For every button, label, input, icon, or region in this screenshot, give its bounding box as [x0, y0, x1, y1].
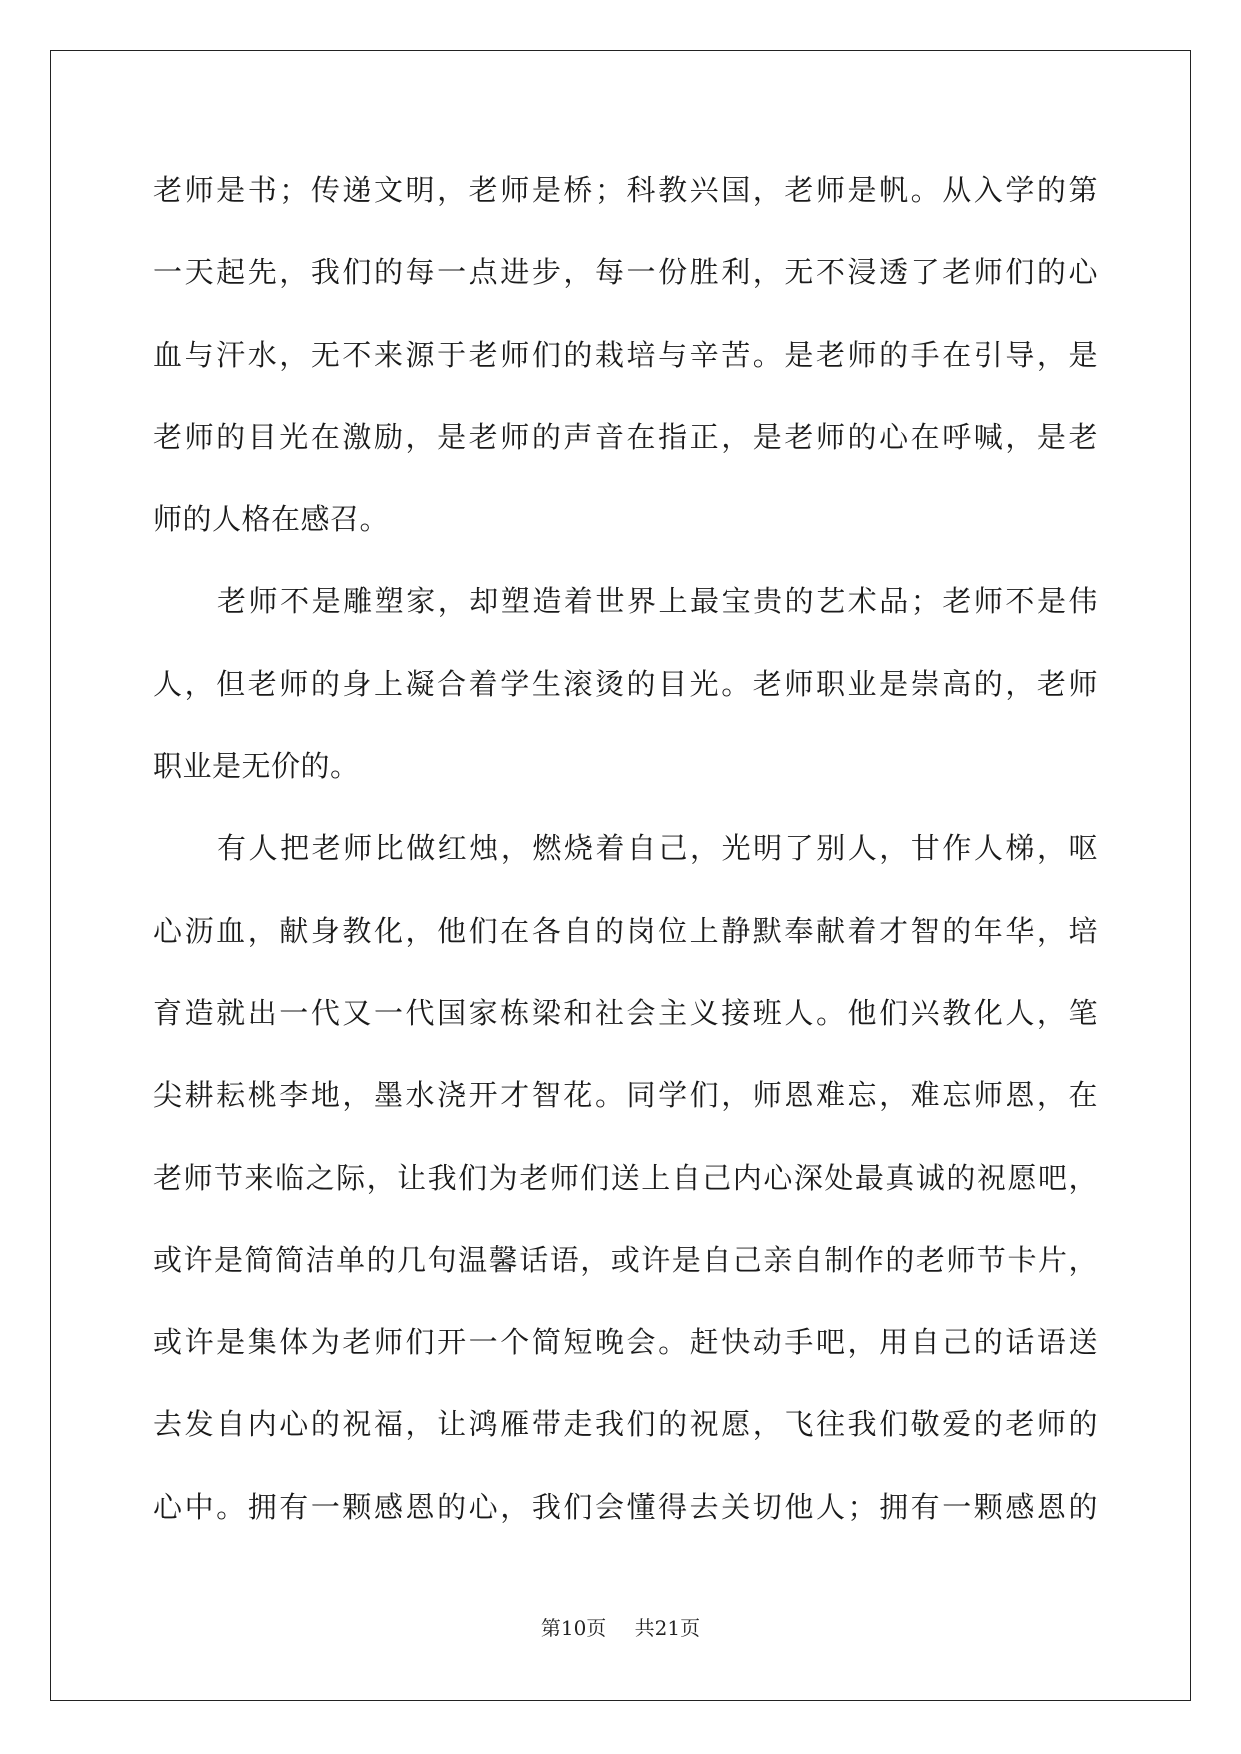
text-line: 有人把老师比做红烛，燃烧着自己，光明了别人，甘作人梯，呕 — [217, 831, 1098, 866]
total-pages: 共21页 — [634, 1616, 701, 1640]
text-line: 尖耕耘桃李地，墨水浇开才智花。同学们，师恩难忘，难忘师恩，在 — [153, 1078, 1098, 1113]
current-page-number: 第10页 — [540, 1616, 607, 1640]
document-body — [153, 160, 1098, 1559]
text-line: 心沥血，献身教化，他们在各自的岗位上静默奉献着才智的年华，培 — [153, 913, 1098, 948]
text-line: 育造就出一代又一代国家栋梁和社会主义接班人。他们兴教化人，笔 — [153, 995, 1098, 1030]
text-line: 心中。拥有一颗感恩的心，我们会懂得去关切他人；拥有一颗感恩的 — [153, 1489, 1098, 1524]
text-line: 一天起先，我们的每一点进步，每一份胜利，无不浸透了老师们的心 — [153, 255, 1098, 290]
text-line: 老师节来临之际，让我们为老师们送上自己内心深处最真诚的祝愿吧， — [153, 1160, 1098, 1195]
text-line: 老师是书；传递文明，老师是桥；科教兴国，老师是帆。从入学的第 — [153, 173, 1098, 207]
text-line: 老师不是雕塑家，却塑造着世界上最宝贵的艺术品；老师不是伟 — [217, 584, 1098, 619]
text-line: 或许是集体为老师们开一个简短晚会。赶快动手吧，用自己的话语送 — [153, 1325, 1098, 1360]
text-line: 或许是简简洁单的几句温馨话语，或许是自己亲自制作的老师节卡片， — [153, 1242, 1098, 1277]
text-line: 师的人格在感召。 — [153, 502, 390, 537]
text-line: 职业是无价的。 — [153, 749, 360, 784]
text-line: 去发自内心的祝福，让鸿雁带走我们的祝愿，飞往我们敬爱的老师的 — [153, 1407, 1098, 1442]
text-line: 人，但老师的身上凝合着学生滚烫的目光。老师职业是崇高的，老师 — [153, 666, 1098, 701]
text-line: 老师的目光在激励，是老师的声音在指正，是老师的心在呼喊，是老 — [153, 419, 1098, 454]
page-footer — [0, 1612, 1241, 1641]
text-line: 血与汗水，无不来源于老师们的栽培与辛苦。是老师的手在引导，是 — [153, 337, 1098, 372]
